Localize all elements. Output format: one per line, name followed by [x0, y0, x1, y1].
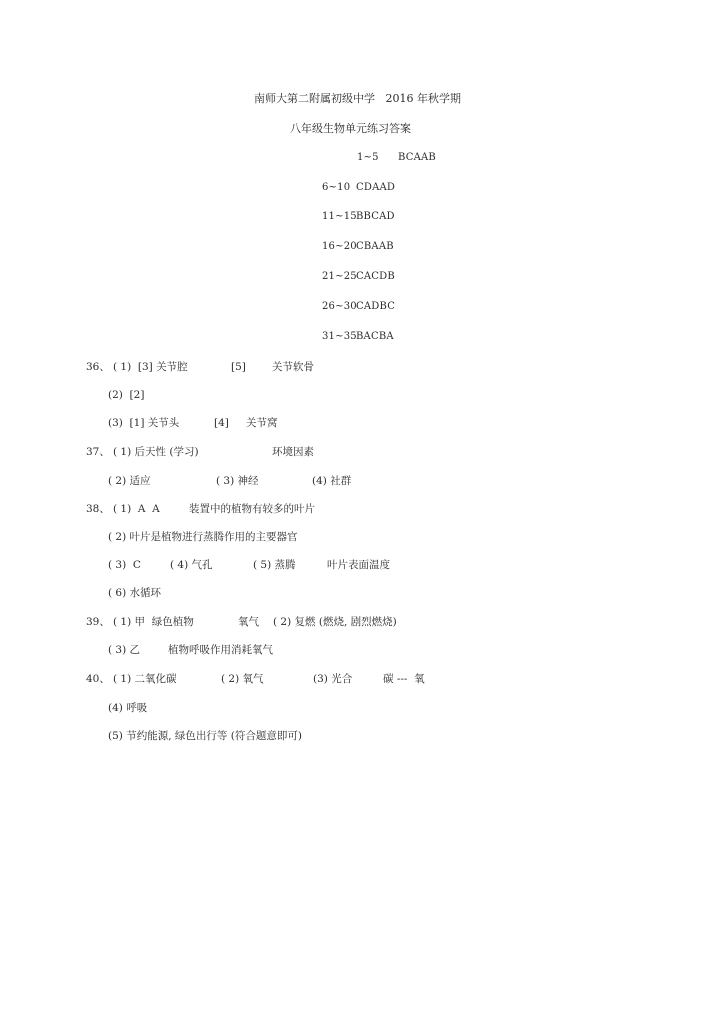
- mc-answer: BACBA: [356, 331, 394, 342]
- mc-range: 11~15: [322, 211, 357, 222]
- answer-text: 关节窝: [246, 417, 278, 429]
- page-title: 八年级生物单元练习答案: [290, 122, 411, 135]
- answer-text: [5]: [231, 361, 246, 373]
- mc-range: 31~35: [322, 331, 357, 342]
- answer-text: ( 2) 叶片是植物进行蒸腾作用的主要器官: [108, 531, 298, 543]
- answer-text: (4) 呼吸: [108, 702, 148, 714]
- answer-text: ( 1) 后天性 (学习): [113, 446, 199, 458]
- answer-text: ( 6) 水循环: [108, 587, 162, 599]
- mc-range: 26~30: [322, 301, 357, 312]
- answer-text: (4) 社群: [312, 475, 352, 487]
- mc-answer: CDAAD: [356, 182, 396, 193]
- answer-text: 装置中的植物有较多的叶片: [189, 503, 315, 515]
- answer-text: ( 1) 二氧化碳: [113, 673, 177, 685]
- answer-text: (3) [1] 关节头: [108, 417, 180, 429]
- answer-text: 植物呼吸作用消耗氧气: [168, 644, 273, 656]
- answer-text: (2) [2]: [108, 389, 145, 401]
- answer-text: 关节软骨: [272, 361, 314, 373]
- mc-range: 16~20: [322, 241, 357, 252]
- answer-text: 叶片表面温度: [327, 559, 390, 571]
- mc-answer: CBAAB: [356, 241, 394, 252]
- answer-text: (3) 光合: [313, 673, 353, 685]
- mc-answer: BBCAD: [356, 211, 395, 222]
- question-number: 37、: [86, 446, 110, 458]
- mc-range: 6~10: [322, 182, 351, 193]
- mc-range: 1~5: [357, 152, 379, 163]
- question-number: 40、: [86, 673, 110, 685]
- answer-text: ( 1) A A: [113, 503, 160, 515]
- question-number: 39、: [86, 616, 110, 628]
- answer-text: ( 3) 神经: [216, 475, 259, 487]
- answer-text: [4]: [214, 417, 229, 429]
- question-number: 38、: [86, 503, 110, 515]
- answer-text: ( 4) 气孔: [170, 559, 213, 571]
- answer-text: 氧气: [238, 616, 259, 628]
- answer-text: ( 2) 适应: [108, 475, 151, 487]
- answer-text: ( 1) 甲 绿色植物: [113, 616, 194, 628]
- mc-answer: BCAAB: [398, 152, 436, 163]
- mc-range: 21~25: [322, 271, 357, 282]
- mc-answer: CADBC: [356, 301, 396, 312]
- answer-text: ( 2) 复燃 (燃烧, 剧烈燃烧): [273, 616, 397, 628]
- answer-text: 环境因素: [272, 446, 314, 458]
- answer-text: (5) 节约能源, 绿色出行等 (符合题意即可): [108, 730, 302, 742]
- answer-text: 碳 --- 氧: [383, 673, 425, 685]
- answer-text: ( 1) [3] 关节腔: [113, 361, 188, 373]
- answer-text: ( 3) 乙: [108, 644, 141, 656]
- answer-text: ( 3) C: [108, 559, 141, 571]
- question-number: 36、: [86, 361, 110, 373]
- mc-answer: CACDB: [356, 271, 395, 282]
- answer-text: ( 2) 氧气: [221, 673, 264, 685]
- answer-text: ( 5) 蒸腾: [253, 559, 296, 571]
- school-term-heading: 南师大第二附属初级中学 2016 年秋学期: [254, 92, 461, 105]
